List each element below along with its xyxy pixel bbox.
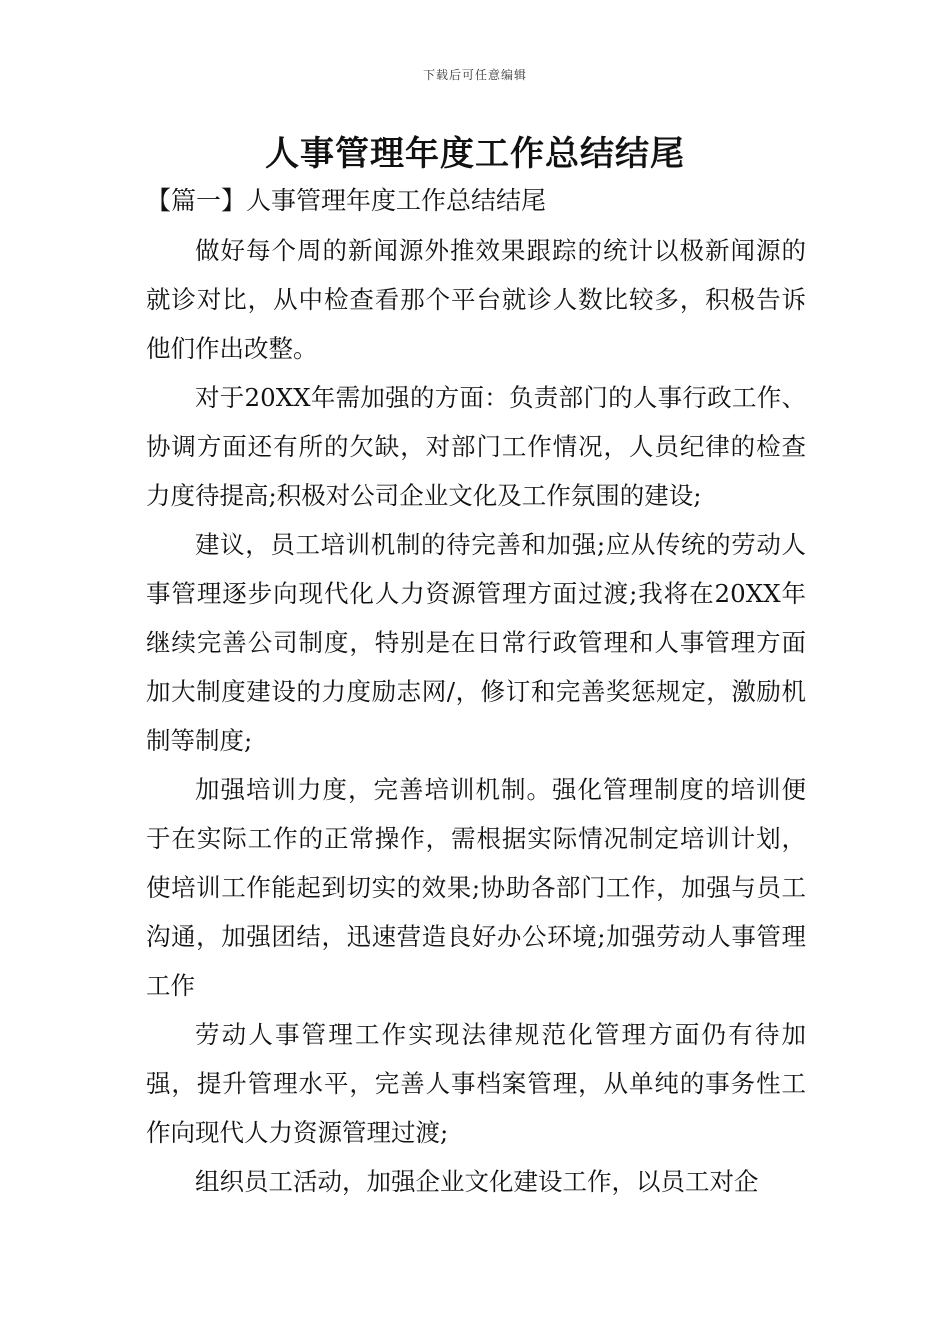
paragraph-5: 劳动人事管理工作实现法律规范化管理方面仍有待加强，提升管理水平，完善人事档案管理，从单纯的事务性工作向现代人力资源管理过渡; bbox=[146, 1020, 806, 1147]
paragraph-1: 做好每个周的新闻源外推效果跟踪的统计以极新闻源的就诊对比，从中检查看那个平台就诊人数比较多，积极告诉他们作出改整。 bbox=[146, 236, 806, 363]
document-title: 人事管理年度工作总结结尾 bbox=[265, 134, 685, 174]
paragraph-6: 组织员工活动，加强企业文化建设工作，以员工对企 bbox=[195, 1167, 759, 1196]
body-text bbox=[146, 226, 806, 1206]
paragraph-4: 加强培训力度，完善培训机制。强化管理制度的培训便于在实际工作的正常操作，需根据实际情况制定培训计划，使培训工作能起到切实的效果;协助各部门工作，加强与员工沟通，加强团结，迅速营造良好办公环境;加强劳动人事管理工作 bbox=[146, 775, 806, 1000]
paragraph-2: 对于20XX年需加强的方面：负责部门的人事行政工作、协调方面还有所的欠缺，对部门工作情况，人员纪律的检查力度待提高;积极对公司企业文化及工作氛围的建设; bbox=[146, 383, 806, 510]
section-heading: 【篇一】人事管理年度工作总结结尾 bbox=[146, 186, 547, 215]
header-note: 下载后可任意编辑 bbox=[422, 68, 527, 82]
paragraph-3: 建议，员工培训机制的待完善和加强;应从传统的劳动人事管理逐步向现代化人力资源管理方面过渡;我将在20XX年继续完善公司制度，特别是在日常行政管理和人事管理方面加大制度建设的力度励志网/，修订和完善奖惩规定，激励机制等制度; bbox=[146, 530, 806, 755]
